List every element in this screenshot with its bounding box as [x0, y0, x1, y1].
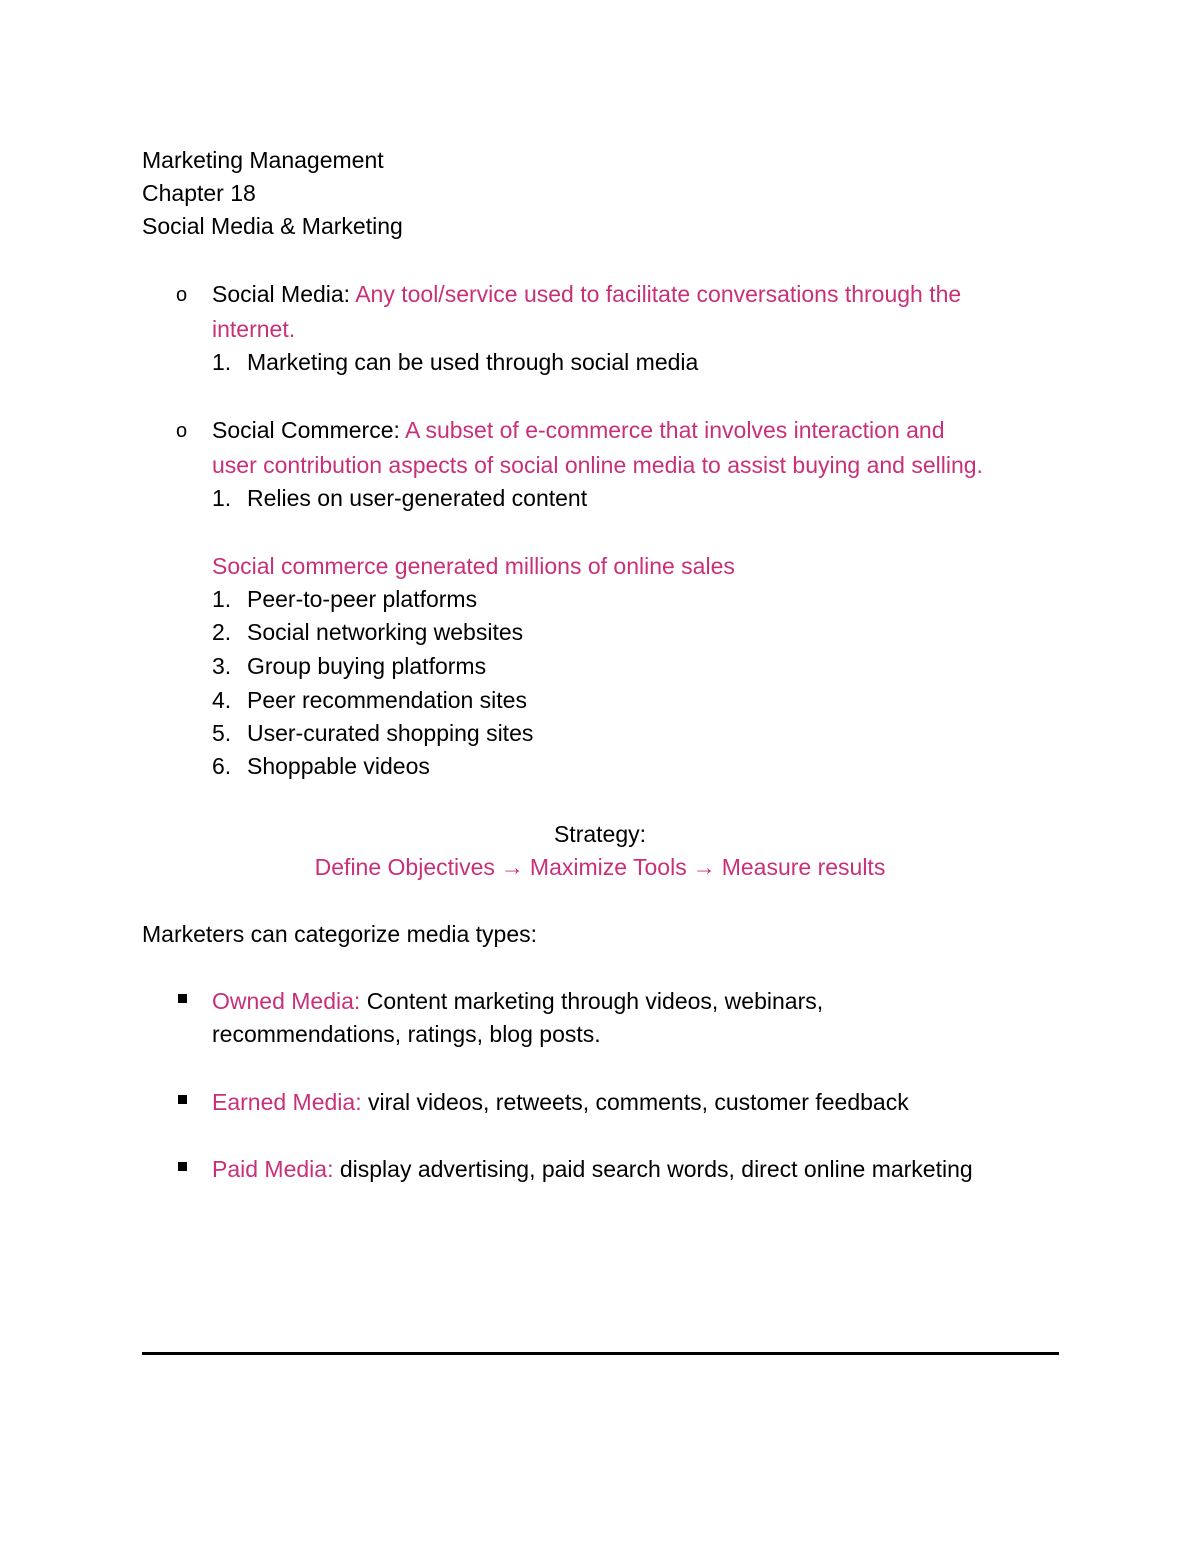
- strategy-step-measure: Measure results: [721, 854, 886, 880]
- social-media-term: Social Media:: [212, 281, 351, 307]
- social-commerce-definition: [212, 415, 945, 445]
- circle-bullet-icon: o: [176, 420, 188, 442]
- list-item: User-curated shopping sites: [247, 720, 534, 746]
- sales-heading: Social commerce generated millions of online sales: [212, 553, 735, 579]
- circle-bullet-icon: o: [176, 284, 188, 306]
- square-bullet-icon: [178, 1162, 187, 1171]
- paid-media-text: display advertising, paid search words, direct online marketing: [339, 1156, 973, 1182]
- earned-media-item: [212, 1087, 909, 1117]
- strategy-flow: [0, 852, 1200, 882]
- social-commerce-definition-line2: user contribution aspects of social online media to assist buying and selling.: [212, 452, 983, 478]
- list-item: Peer-to-peer platforms: [247, 586, 478, 612]
- owned-media-item: [212, 986, 823, 1016]
- owned-media-text: Content marketing through videos, webinars,: [366, 988, 824, 1014]
- horizontal-divider: [142, 1352, 1059, 1355]
- course-title: Marketing Management: [142, 147, 384, 173]
- arrow-right-icon: →: [500, 854, 524, 880]
- list-number: 5.: [212, 720, 232, 746]
- list-number: 1.: [212, 586, 232, 612]
- social-media-definition-line1: Any tool/service used to facilitate conversations through the: [355, 281, 962, 307]
- list-item: Group buying platforms: [247, 653, 487, 679]
- chapter-title: Chapter 18: [142, 180, 256, 206]
- earned-media-text: viral videos, retweets, comments, customer feedback: [367, 1089, 909, 1115]
- social-commerce-term: Social Commerce:: [212, 417, 400, 443]
- list-item: Marketing can be used through social media: [247, 349, 699, 375]
- social-commerce-definition-line1: A subset of e-commerce that involves interaction and: [405, 417, 945, 443]
- list-number: 4.: [212, 687, 232, 713]
- owned-media-text-line2: recommendations, ratings, blog posts.: [212, 1021, 601, 1047]
- strategy-step-define: Define Objectives: [314, 854, 495, 880]
- list-number: 1.: [212, 485, 232, 511]
- topic-title: Social Media & Marketing: [142, 213, 403, 239]
- list-item: Social networking websites: [247, 619, 524, 645]
- list-item: Shoppable videos: [247, 753, 430, 779]
- list-number: 2.: [212, 619, 232, 645]
- list-number: 1.: [212, 349, 232, 375]
- social-media-definition: [212, 279, 961, 309]
- list-item: Relies on user-generated content: [247, 485, 588, 511]
- media-types-intro: Marketers can categorize media types:: [142, 921, 538, 947]
- list-number: 3.: [212, 653, 232, 679]
- strategy-step-maximize: Maximize Tools: [529, 854, 687, 880]
- square-bullet-icon: [178, 994, 187, 1003]
- owned-media-term: Owned Media:: [212, 988, 361, 1014]
- earned-media-term: Earned Media:: [212, 1089, 362, 1115]
- paid-media-item: [212, 1154, 973, 1184]
- list-number: 6.: [212, 753, 232, 779]
- strategy-label: Strategy:: [553, 821, 647, 847]
- paid-media-term: Paid Media:: [212, 1156, 334, 1182]
- social-media-definition-line2: internet.: [212, 316, 296, 342]
- list-item: Peer recommendation sites: [247, 687, 527, 713]
- square-bullet-icon: [178, 1095, 187, 1104]
- arrow-right-icon: →: [692, 854, 716, 880]
